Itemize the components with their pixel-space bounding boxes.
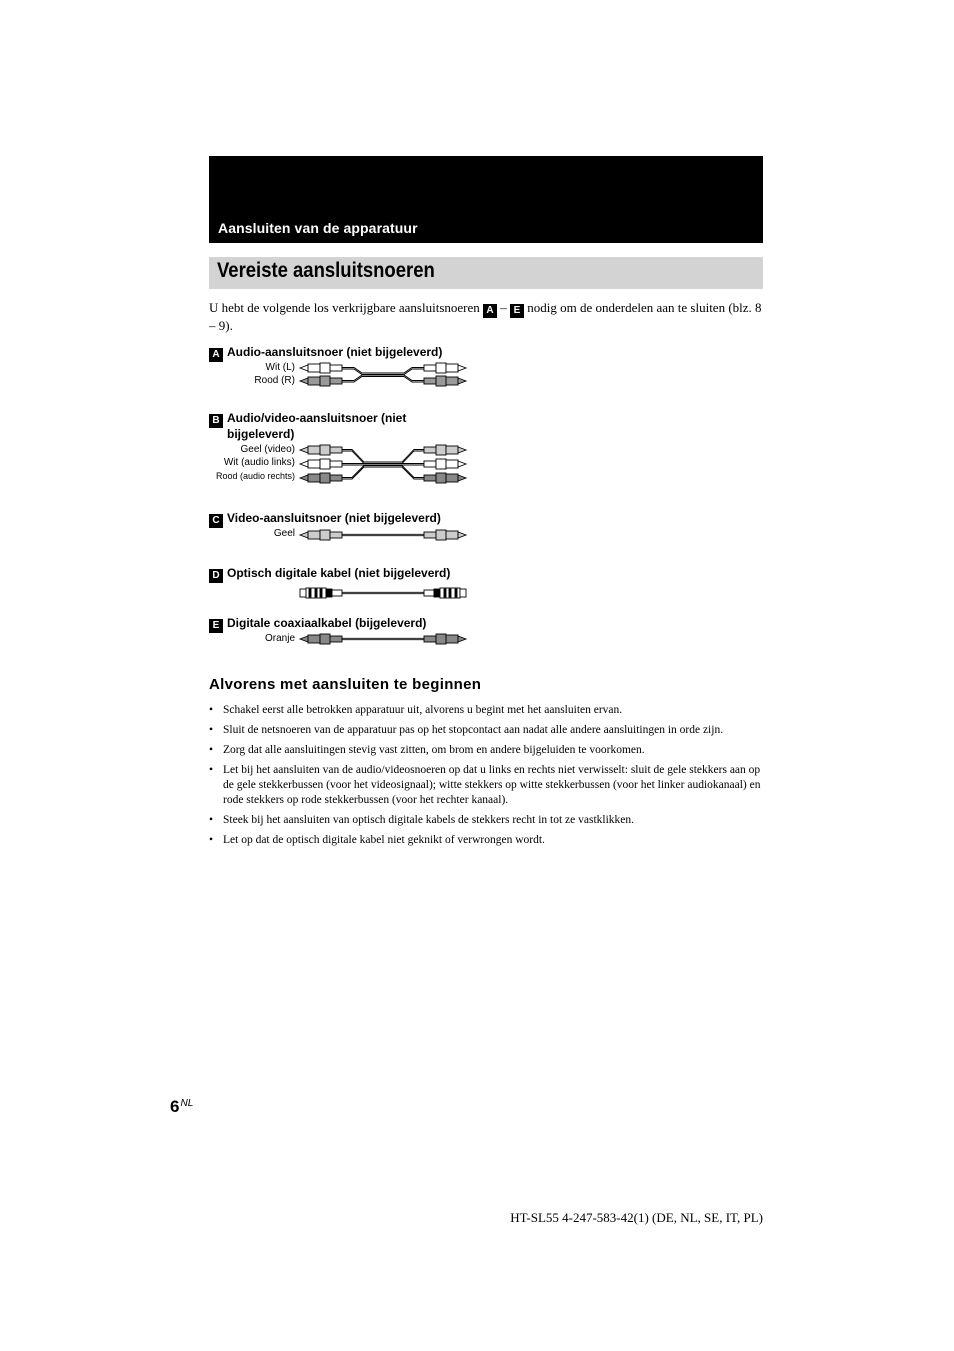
intro-text-after: nodig om de onderdelen aan te sluiten (blz. 8 – 9). [209, 300, 762, 333]
cable-letter-box: A [483, 304, 497, 318]
cable-letter-box: E [209, 619, 223, 633]
cable-letter-box: B [209, 414, 223, 428]
cable-b-title-line2: bijgeleverd) [227, 427, 295, 441]
cable-e-title [209, 616, 426, 633]
page-number [170, 1097, 193, 1117]
cable-letter-box: E [510, 304, 524, 318]
section-title: Aansluiten van de apparatuur [218, 220, 418, 236]
cable-b-label-red: Rood (audio rechts) [215, 471, 295, 481]
cable-a-label-white: Wit (L) [265, 362, 295, 373]
cable-c-title [209, 511, 441, 528]
cable-a-label-red: Rood (R) [254, 375, 295, 386]
cable-d-illustration [298, 586, 472, 600]
cable-d-title-text: Optisch digitale kabel (niet bijgeleverd) [227, 566, 451, 580]
cable-letter-box: A [209, 348, 223, 362]
page-language: NL [180, 1098, 194, 1109]
cable-a-title-text: Audio-aansluitsnoer (niet bijgeleverd) [227, 345, 443, 359]
intro-text-before: U hebt de volgende los verkrijgbare aansluitsnoeren [209, 300, 480, 315]
cable-c-title-text: Video-aansluitsnoer (niet bijgeleverd) [227, 511, 441, 525]
section-heading: Alvorens met aansluiten te beginnen [209, 676, 482, 693]
list-item: • Zorg dat alle aansluitingen stevig vast zitten, om brom en andere bijgeluiden te voorkomen. [209, 743, 765, 758]
cable-letter-box: D [209, 569, 223, 583]
cable-b-label-white: Wit (audio links) [223, 457, 295, 468]
cable-e-illustration [298, 632, 472, 646]
list-item: • Let op dat de optisch digitale kabel niet geknikt of verwrongen wordt. [209, 833, 765, 848]
cable-e-label-orange: Oranje [264, 633, 295, 644]
page-title-bar [209, 257, 763, 289]
cable-a-title [209, 345, 442, 362]
list-item: • Sluit de netsnoeren van de apparatuur pas op het stopcontact aan nadat alle andere aansluitingen in orde zijn. [209, 723, 765, 738]
cable-letter-box: C [209, 514, 223, 528]
cable-c-illustration [298, 528, 472, 542]
intro-paragraph [209, 300, 765, 335]
bullet-list [209, 703, 765, 853]
cable-b-title [209, 411, 406, 428]
cable-b-label-yellow: Geel (video) [240, 444, 295, 455]
list-item: • Steek bij het aansluiten van optisch digitale kabels de stekkers recht in tot ze vastklikken. [209, 813, 765, 828]
intro-dash: – [500, 300, 507, 315]
section-header-bar [209, 156, 763, 243]
list-item: • Let bij het aansluiten van de audio/videosnoeren op dat u links en rechts niet verwisselt: sluit de gele stekkers aan op de gele stekkerbussen (voor het videosignaal); witte stekkers op witte stekkerbussen (voor het linker audiokanaal) en rode stekkers op rode stekkerbussen (voor het rechter kanaal). [209, 763, 765, 808]
cable-a-illustration [298, 362, 472, 388]
footer-model-code: HT-SL55 4-247-583-42(1) (DE, NL, SE, IT, PL) [510, 1210, 763, 1225]
cable-e-title-text: Digitale coaxiaalkabel (bijgeleverd) [227, 616, 427, 630]
cable-d-title [209, 566, 450, 583]
list-item: • Schakel eerst alle betrokken apparatuur uit, alvorens u begint met het aansluiten ervan. [209, 703, 765, 718]
cable-b-title-line1: Audio/video-aansluitsnoer (niet [227, 411, 407, 425]
cable-c-label-yellow: Geel [273, 528, 295, 539]
cable-b-illustration [298, 443, 472, 487]
page-number-value: 6 [170, 1097, 180, 1116]
page-title: Vereiste aansluitsnoeren [217, 259, 435, 282]
